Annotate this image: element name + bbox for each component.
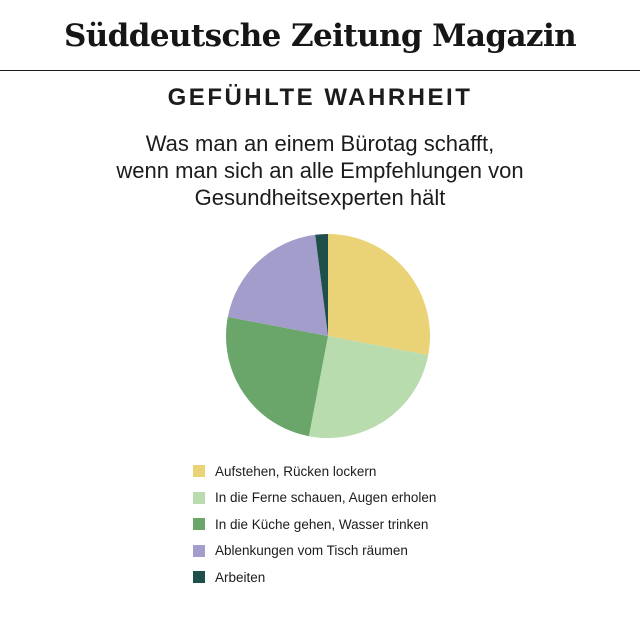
pie-slice-1 [328,234,430,355]
legend-item [193,511,436,538]
chart-title-line: Gesundheitsexperten hält [194,185,446,210]
legend-label: Aufstehen, Rücken lockern [215,463,377,479]
legend-label: In die Ferne schauen, Augen erholen [215,490,437,506]
legend-item [193,538,436,565]
legend-label: In die Küche gehen, Wasser trinken [215,516,429,532]
legend-swatch [193,518,205,530]
kicker: GEFÜHLTE WAHRHEIT [167,84,473,111]
masthead-logo: Süddeutsche Zeitung Magazin [63,18,577,54]
legend [193,458,436,591]
chart-title-line: Was man an einem Bürotag schafft, [145,131,495,156]
legend-item [193,485,436,512]
legend-label: Arbeiten [215,569,266,585]
legend-swatch [193,571,205,583]
legend-swatch [193,465,205,477]
legend-label: Ablenkungen vom Tisch räumen [215,543,408,559]
legend-item [193,564,436,591]
legend-swatch [193,545,205,557]
legend-item [193,458,436,485]
chart-title-line: wenn man sich an alle Empfehlungen von [116,158,524,183]
legend-swatch [193,492,205,504]
